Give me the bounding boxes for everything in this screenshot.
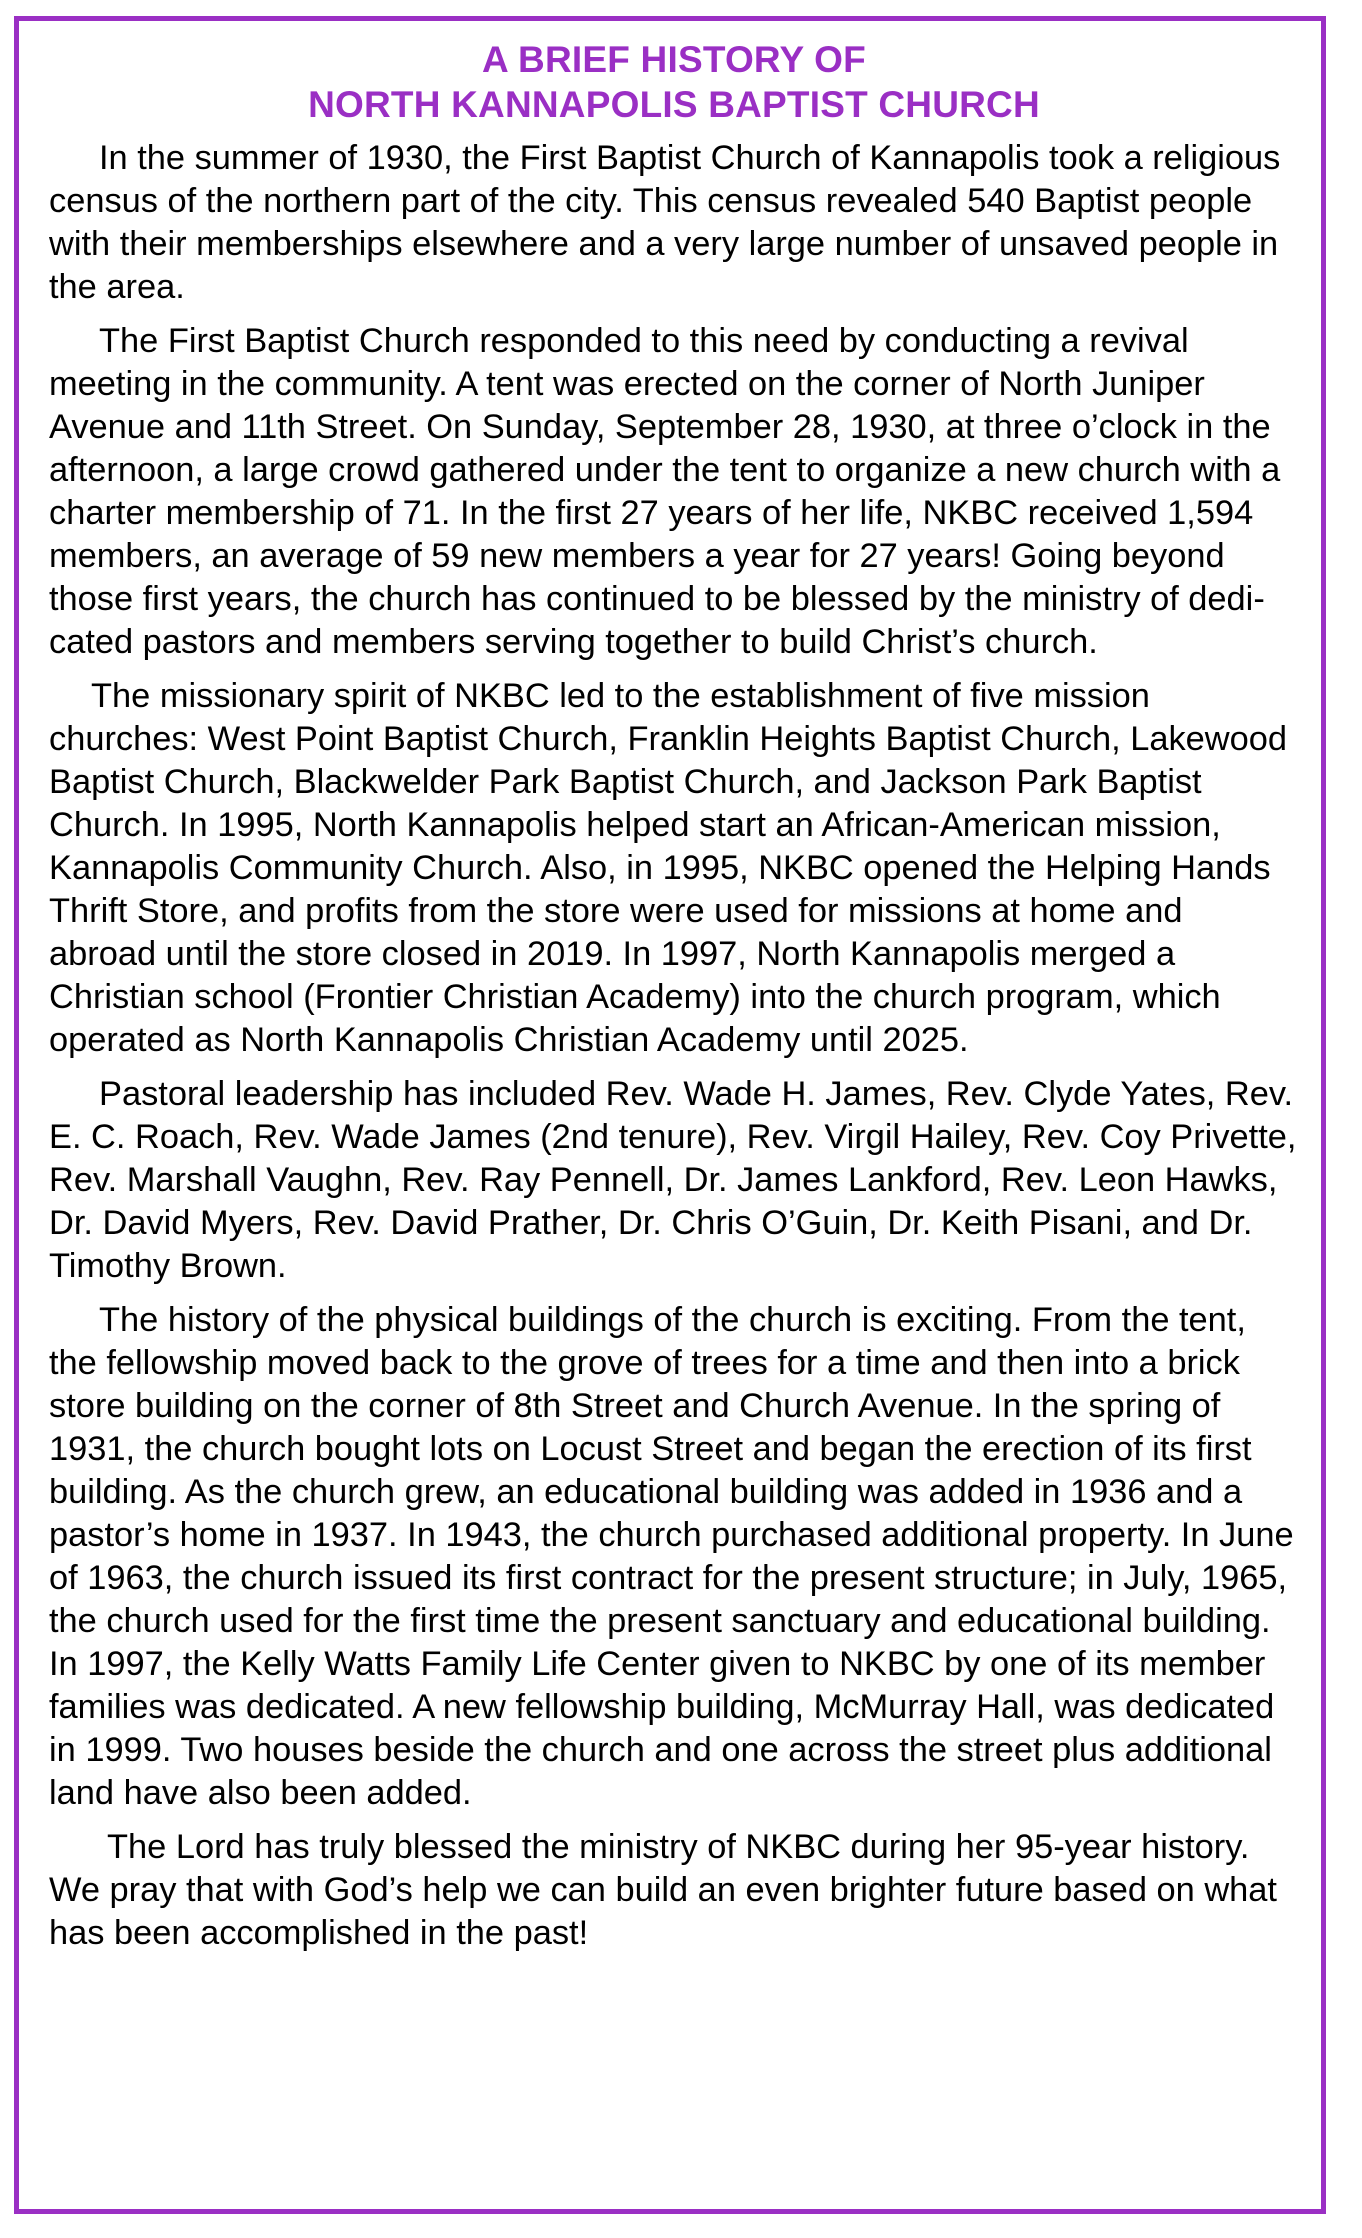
paragraph-founding: The First Baptist Church responded to this need by conducting a revival meeting in the community. A tent was erected on the corner of North Juniper Avenue and 11th Street. On Sunday, September 28, 1930, at three o’clock in the afternoon, a large crowd gathered under the tent to organize a new church with a charter membership of 71. In the first 27 years of her life, NKBC received 1,594 members, an average of 59 new members a year for 27 years! Going beyond those first years, the church has continued to be blessed by the ministry of dedicated pastors and members serving together to build Christ’s church. — [49, 322, 1281, 661]
page-title — [49, 37, 1299, 127]
paragraph-missions: The missionary spirit of NKBC led to the establishment of five mission churches: West Point Baptist Church, Franklin Heights Baptist Church, Lakewood Baptist Church, Blackwelder Park Baptist Church, and Jackson Park Baptist Church. In 1995, North Kannapolis helped start an African-American mission, Kannapolis Community Church. Also, in 1995, NKBC opened the Helping Hands Thrift Store, and profits from the store were used for missions at home and abroad until the store closed in 2019. In 1997, North Kannapolis merged a Christian school (Frontier Christian Academy) into the church program, which operated as North Kannapolis Christian Academy until 2025. — [49, 677, 1288, 1059]
title-line-2: NORTH KANNAPOLIS BAPTIST CHURCH — [308, 84, 1040, 125]
paragraph-pastors: Pastoral leadership has included Rev. Wade H. James, Rev. Clyde Yates, Rev. E. C. Roach, Rev. Wade James (2nd tenure), Rev. Virgil Hailey, Rev. Coy Privette, Rev. Marshall Vaughn, Rev. Ray Pennell, Dr. James Lankford, Rev. Leon Hawks, Dr. David Myers, Rev. David Prather, Dr. Chris O’Guin, Dr. Keith Pisani, and Dr. Timothy Brown. — [49, 1075, 1297, 1285]
title-line-1: A BRIEF HISTORY OF — [482, 39, 866, 80]
paragraph-closing: The Lord has truly blessed the ministry of NKBC during her 95-year history. We pray that with God’s help we can build an even brighter future based on what has been accomplished in the past! — [49, 1828, 1277, 1952]
history-box — [14, 16, 1326, 2214]
paragraph-census: In the summer of 1930, the First Baptist Church of Kannapolis took a religious census of the northern part of the city. This census revealed 540 Baptist people with their memberships elsewhere and a very large number of unsaved people in the area. — [49, 139, 1281, 306]
paragraph-buildings: The history of the physical buildings of the church is exciting. From the tent, the fellowship moved back to the grove of trees for a time and then into a brick store building on the corner of 8th Street and Church Avenue. In the spring of 1931, the church bought lots on Locust Street and began the erection of its first building. As the church grew, an educational building was added in 1936 and a pastor’s home in 1937. In 1943, the church purchased additional property. In June of 1963, the church issued its first contract for the present structure; in July, 1965, the church used for the first time the present sanctuary and educational building. In 1997, the Kelly Watts Family Life Center given to NKBC by one of its member families was dedicated. A new fellowship building, McMurray Hall, was dedicated in 1999. Two houses beside the church and one across the street plus additional land have also been added. — [49, 1301, 1294, 1812]
